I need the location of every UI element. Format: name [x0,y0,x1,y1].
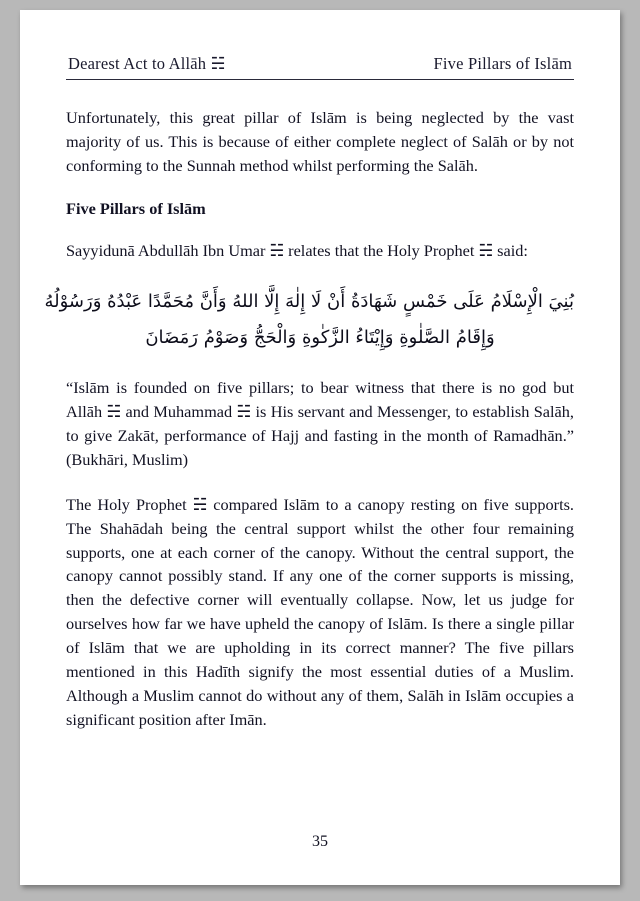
document-page [20,10,620,885]
page-number: 35 [312,833,328,850]
paragraph-intro: Unfortunately, this great pillar of Islām is being neglected by the vast majority of us. This is because of either complete neglect of Salāh or by not conforming to the Sunnah method whilst performing the Salāh. [66,108,574,175]
arabic-hadith-text [44,284,574,356]
paragraph-narration-intro: Sayyidunā Abdullāh Ibn Umar ☵ relates that the Holy Prophet ☵ said: [66,240,528,260]
section-heading-five-pillars: Five Pillars of Islām [66,198,206,218]
paragraph-commentary: The Holy Prophet ☵ compared Islām to a canopy resting on five supports. The Shahādah being the central support whilst the other four remaining supports, one at each corner of the canopy. Without the central support, the canopy cannot possibly stand. If any one of the corner supports is missing, then the defective corner will eventually collapse. Now, let us judge for ourselves how far we have upheld the canopy of Islām. Is there a single pillar of Islām that we are upholding in its correct manner? The five pillars mentioned in this Hadīth signify the most essential duties of a Muslim. Although a Muslim cannot do without any of them, Salāh in Islām occupies a significant position after Imān. [66,494,574,730]
arabic-line-2: وَإِقَامُ الصَّلٰوةِ وَإِيْتَاءُ الزَّكٰوةِ وَالْحَجُّ وَصَوْمُ رَمَضَانَ [145,326,495,348]
paragraph-translation: “Islām is founded on five pillars; to bear witness that there is no god but Allāh ☵ and Muhammad ☵ is His servant and Messenger, to establish Salāh, to give Zakāt, performance of Hajj and fasting in the month of Ramadhān.” (Bukhāri, Muslim) [66,377,574,469]
running-head-right: Five Pillars of Islām [433,54,572,73]
running-head [66,54,574,79]
running-head-left: Dearest Act to Allāh ☵ [68,54,226,73]
header-divider [66,79,574,80]
arabic-line-1: بُنِيَ الْإِسْلَامُ عَلَى خَمْسٍ شَهَادَةُ أَنْ لَا إِلٰهَ إِلَّا اللهُ وَأَنَّ مُحَمَّدًا عَبْدُهُ وَرَسُوْلُهُ [44,290,574,312]
